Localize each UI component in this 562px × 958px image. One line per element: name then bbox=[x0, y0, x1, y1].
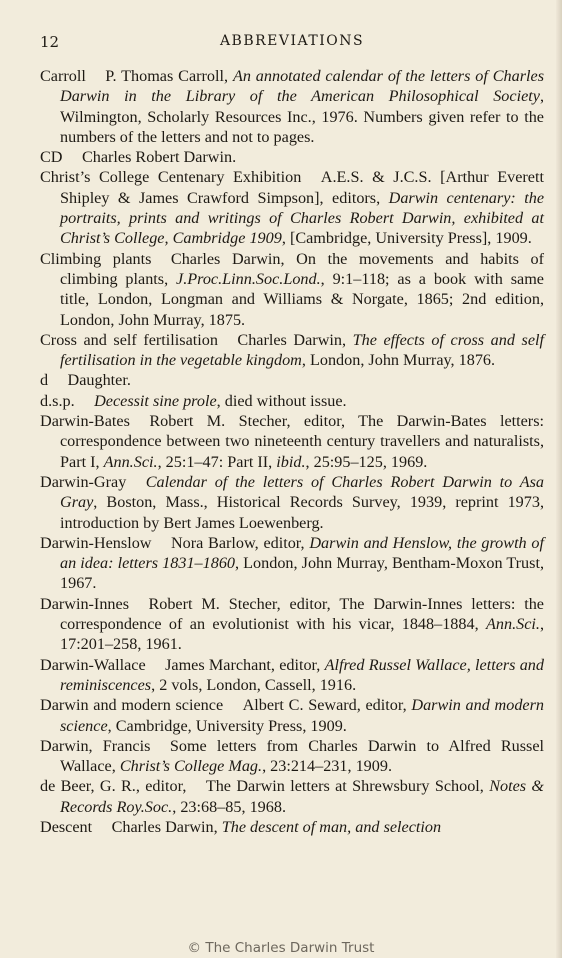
abbreviation-list bbox=[40, 66, 544, 837]
abbreviation-entry bbox=[40, 695, 544, 736]
abbreviation-entry bbox=[40, 167, 544, 248]
abbreviation-term: Darwin-Wallace bbox=[40, 655, 146, 674]
citation-text: The Darwin letters at Shrewsbury School, bbox=[205, 777, 490, 796]
abbreviation-entry bbox=[40, 411, 544, 472]
citation-text: , died without issue. bbox=[216, 391, 347, 410]
abbreviation-term: Climbing plants bbox=[40, 249, 152, 268]
abbreviation-term: Cross and self fertilisation bbox=[40, 330, 218, 349]
abbreviation-term: de Beer, G. R., editor, bbox=[40, 777, 187, 796]
abbreviation-entry bbox=[40, 330, 544, 371]
citation-text: Albert C. Seward, editor, bbox=[242, 696, 412, 715]
abbreviation-entry bbox=[40, 594, 544, 655]
citation-text: A.E.S. & J.C.S. [Arthur Everett Shipley & James Crawford Simpson], editors, bbox=[60, 168, 544, 207]
citation-text: , Cambridge, University Press, 1909. bbox=[107, 716, 347, 735]
abbreviation-term: Carroll bbox=[40, 67, 86, 85]
citation-title: Notes & Records Roy.Soc. bbox=[60, 777, 544, 816]
abbreviation-term: Darwin-Henslow bbox=[40, 533, 152, 552]
abbreviation-term: d bbox=[40, 371, 49, 390]
citation-text: Charles Darwin, bbox=[111, 817, 222, 836]
citation-text: , London, John Murray, 1876. bbox=[301, 351, 496, 370]
page-number: 12 bbox=[40, 33, 60, 51]
citation-title: Darwin and Henslow, the growth of an idea: letters 1831–1860 bbox=[60, 533, 544, 573]
copyright-footer: © The Charles Darwin Trust bbox=[187, 940, 375, 956]
citation-title: Alfred Russel Wallace, letters and reminiscences bbox=[60, 655, 544, 694]
citation-text: , Boston, Mass., Historical Records Survey, 1939, reprint 1973, introduction by Bert James Loewenberg. bbox=[60, 493, 544, 532]
citation-text: , London, John Murray, Bentham-Moxon Trust, 1967. bbox=[60, 554, 544, 593]
citation-title: An annotated calendar of the letters of Charles Darwin in the Library of the American Philosophical Society bbox=[60, 67, 545, 106]
citation-text: Robert M. Stecher, editor, The Darwin-Bates letters: correspondence between two nineteenth century travellers and naturalists, Part I, bbox=[60, 412, 544, 471]
citation-text: , 2 vols, London, Cassell, 1916. bbox=[151, 675, 357, 694]
citation-text: Robert M. Stecher, editor, The Darwin-Innes letters: the correspondence of an evolutionist with his vicar, 1848–1884, bbox=[60, 594, 544, 634]
citation-text: Charles Robert Darwin. bbox=[81, 148, 237, 167]
abbreviation-entry bbox=[40, 533, 544, 594]
abbreviation-entry bbox=[40, 391, 544, 411]
citation-text: , 23:68–85, 1968. bbox=[172, 797, 286, 816]
citation-text: , 9:1–118; as a book with same title, London, Longman and Williams & Norgate, 1865; 2nd edition, London, John Murray, 1875. bbox=[60, 269, 544, 329]
abbreviation-entry bbox=[40, 249, 544, 330]
citation-text: James Marchant, editor, bbox=[165, 655, 325, 674]
citation-text: Charles Darwin, bbox=[237, 330, 353, 349]
citation-text: P. Thomas Carroll, bbox=[105, 67, 233, 85]
abbreviation-entry bbox=[40, 147, 544, 167]
abbreviation-term: CD bbox=[40, 148, 63, 167]
citation-text: Charles Darwin, On the movements and habits of climbing plants, bbox=[60, 249, 544, 288]
citation-text: , [Cambridge, University Press], 1909. bbox=[281, 229, 532, 248]
citation-text: Daughter. bbox=[67, 371, 131, 390]
citation-text: Some letters from Charles Darwin to Alfred Russel Wallace, bbox=[60, 736, 544, 776]
citation-title: J.Proc.Linn.Soc.Lond. bbox=[176, 269, 321, 288]
citation-title: Darwin and modern science bbox=[60, 696, 545, 735]
abbreviation-entry bbox=[40, 370, 544, 390]
abbreviation-term: Darwin-Innes bbox=[40, 594, 129, 613]
citation-title: The descent of man, and selection bbox=[221, 817, 442, 836]
abbreviation-term: d.s.p. bbox=[40, 391, 75, 410]
abbreviation-term: Darwin, Francis bbox=[40, 736, 151, 755]
citation-text: , 25:95–125, 1969. bbox=[305, 452, 428, 471]
abbreviation-entry bbox=[40, 776, 544, 817]
citation-title: Decessit sine prole bbox=[94, 391, 217, 410]
abbreviation-term: Descent bbox=[40, 817, 93, 836]
abbreviation-term: Darwin-Bates bbox=[40, 412, 130, 431]
citation-text: Nora Barlow, editor, bbox=[170, 533, 310, 552]
abbreviation-entry bbox=[40, 655, 544, 696]
abbreviation-entry bbox=[40, 817, 544, 837]
citation-title: Ann.Sci. bbox=[103, 452, 158, 471]
abbreviation-term: Darwin-Gray bbox=[40, 472, 127, 491]
abbreviation-entry bbox=[40, 472, 544, 533]
citation-text: , 23:214–231, 1909. bbox=[262, 757, 393, 776]
running-head: ABBREVIATIONS bbox=[219, 33, 365, 49]
citation-text: , 25:1–47: Part II, bbox=[157, 452, 277, 471]
abbreviation-entry bbox=[40, 736, 544, 777]
citation-title: The effects of cross and self fertilisation in the vegetable kingdom bbox=[60, 330, 545, 370]
abbreviation-term: Darwin and modern science bbox=[40, 696, 224, 715]
citation-text: , Wilmington, Scholarly Resources Inc., 1976. Numbers given refer to the numbers of the letters and not to pages. bbox=[60, 87, 544, 146]
citation-title: ibid. bbox=[276, 452, 306, 471]
abbreviation-entry bbox=[40, 66, 544, 147]
citation-title: Ann.Sci. bbox=[486, 615, 540, 634]
abbreviation-term: Christ’s College Centenary Exhibition bbox=[40, 168, 302, 187]
citation-title: Darwin centenary: the portraits, prints and writings of Charles Robert Darwin, exhibited at Christ’s College, Cambridge 1909 bbox=[60, 188, 544, 248]
page-header bbox=[40, 33, 544, 55]
page-edge-shadow bbox=[556, 0, 562, 958]
citation-text: , 17:201–258, 1961. bbox=[60, 615, 544, 654]
citation-title: Calendar of the letters of Charles Robert Darwin to Asa Gray bbox=[60, 472, 544, 512]
citation-title: Christ’s College Mag. bbox=[119, 757, 263, 776]
